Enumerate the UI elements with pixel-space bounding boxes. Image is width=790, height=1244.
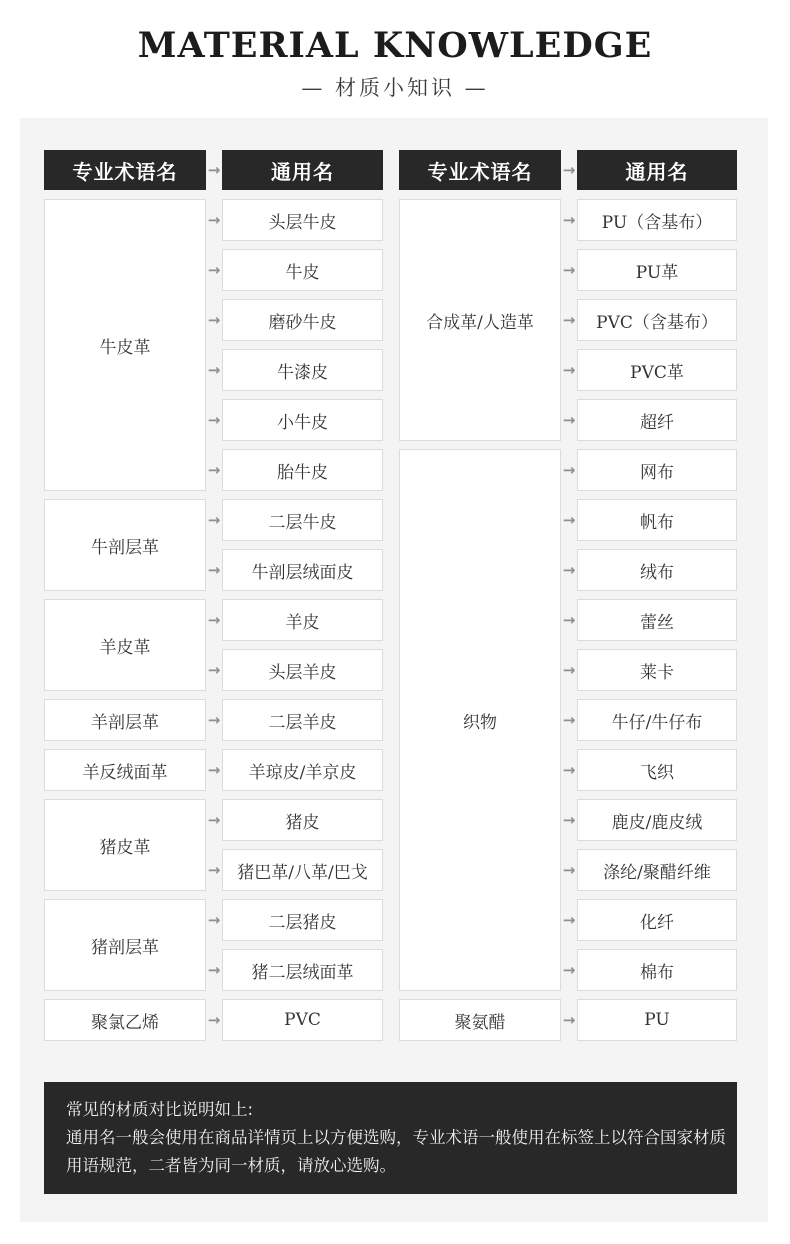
right-arrow-icon: → (562, 210, 576, 229)
common-name-cell: PU (577, 999, 737, 1041)
term-cell: 织物 (399, 449, 561, 991)
right-arrow-icon: → (562, 710, 576, 729)
common-name-cell: 头层羊皮 (222, 649, 383, 691)
mapping-row (206, 499, 383, 541)
right-arrow-icon: → (207, 210, 221, 229)
right-arrow-icon: → (207, 310, 221, 329)
common-name-cell: PVC (222, 999, 383, 1041)
mapping-row (206, 849, 383, 891)
header-row (399, 150, 737, 190)
mapping-table-2 (399, 150, 737, 1049)
mapping-row (206, 899, 383, 941)
term-group (44, 199, 383, 499)
mapping-row (206, 699, 383, 741)
common-name-cell: 牛漆皮 (222, 349, 383, 391)
mapping-row (561, 699, 737, 741)
right-arrow-icon: → (207, 560, 221, 579)
mapping-row (561, 799, 737, 841)
mapping-row (206, 399, 383, 441)
page-subtitle: — 材质小知识 — (301, 76, 489, 100)
common-name-cell: 羊琼皮/羊京皮 (222, 749, 383, 791)
common-name-cell: 网布 (577, 449, 737, 491)
right-arrow-icon: → (562, 510, 576, 529)
common-items (206, 749, 383, 799)
mapping-row (561, 249, 737, 291)
common-name-cell: 蕾丝 (577, 599, 737, 641)
right-arrow-icon: → (207, 760, 221, 779)
common-items (206, 699, 383, 749)
term-cell: 猪剖层革 (44, 899, 206, 991)
right-arrow-icon: → (562, 560, 576, 579)
title-block (0, 0, 790, 102)
mapping-row (561, 549, 737, 591)
mapping-row (561, 199, 737, 241)
common-name-cell: 羊皮 (222, 599, 383, 641)
note-box (44, 1082, 737, 1194)
right-arrow-icon: → (207, 610, 221, 629)
common-column-header: 通用名 (222, 150, 383, 190)
right-arrow-icon: → (207, 160, 221, 179)
common-name-cell: 化纤 (577, 899, 737, 941)
common-name-cell: 莱卡 (577, 649, 737, 691)
term-cell: 聚氯乙烯 (44, 999, 206, 1041)
common-items (206, 599, 383, 699)
term-group (44, 699, 383, 749)
right-arrow-icon: → (207, 410, 221, 429)
note-line-3: 用语规范，二者皆为同一材质，请放心选购。 (66, 1156, 396, 1175)
mapping-row (206, 299, 383, 341)
common-items (561, 999, 737, 1049)
right-arrow-icon: → (562, 810, 576, 829)
common-name-cell: 棉布 (577, 949, 737, 991)
right-arrow-icon: → (207, 710, 221, 729)
term-group (44, 599, 383, 699)
common-name-cell: 猪巴革/八革/巴戈 (222, 849, 383, 891)
common-name-cell: 鹿皮/鹿皮绒 (577, 799, 737, 841)
note-line-2: 通用名一般会使用在商品详情页上以方便选购，专业术语一般使用在标签上以符合国家材质 (66, 1128, 726, 1147)
mapping-tables-container (44, 150, 737, 1049)
mapping-row (206, 249, 383, 291)
term-column-header: 专业术语名 (399, 150, 561, 190)
mapping-row (561, 449, 737, 491)
common-items (206, 799, 383, 899)
term-cell: 羊剖层革 (44, 699, 206, 741)
common-name-cell: 猪二层绒面革 (222, 949, 383, 991)
common-items (206, 499, 383, 599)
right-arrow-icon: → (562, 310, 576, 329)
common-name-cell: 头层牛皮 (222, 199, 383, 241)
common-name-cell: 二层牛皮 (222, 499, 383, 541)
mapping-row (206, 199, 383, 241)
mapping-row (561, 299, 737, 341)
right-arrow-icon: → (562, 610, 576, 629)
mapping-row (561, 899, 737, 941)
term-cell: 牛皮革 (44, 199, 206, 491)
right-arrow-icon: → (207, 460, 221, 479)
mapping-row (561, 499, 737, 541)
common-column-header: 通用名 (577, 150, 737, 190)
right-arrow-icon: → (562, 1010, 576, 1029)
mapping-row (561, 999, 737, 1041)
term-group (399, 999, 737, 1049)
mapping-row (561, 599, 737, 641)
term-group (44, 899, 383, 999)
mapping-row (206, 799, 383, 841)
common-name-cell: 涤纶/聚醋纤维 (577, 849, 737, 891)
common-name-cell: 飞织 (577, 749, 737, 791)
term-cell: 牛剖层革 (44, 499, 206, 591)
right-arrow-icon: → (207, 910, 221, 929)
term-group (399, 199, 737, 449)
right-arrow-icon: → (562, 160, 576, 179)
common-items (561, 199, 737, 449)
common-name-cell: 胎牛皮 (222, 449, 383, 491)
mapping-row (206, 599, 383, 641)
common-name-cell: 磨砂牛皮 (222, 299, 383, 341)
mapping-row (561, 849, 737, 891)
mapping-row (206, 949, 383, 991)
common-name-cell: 牛皮 (222, 249, 383, 291)
right-arrow-icon: → (562, 860, 576, 879)
term-group (399, 449, 737, 999)
page-title: MATERIAL KNOWLEDGE (137, 25, 653, 66)
mapping-row (561, 349, 737, 391)
term-group (44, 499, 383, 599)
common-name-cell: PU革 (577, 249, 737, 291)
right-arrow-icon: → (207, 1010, 221, 1029)
right-arrow-icon: → (207, 860, 221, 879)
common-name-cell: PVC革 (577, 349, 737, 391)
common-name-cell: 牛剖层绒面皮 (222, 549, 383, 591)
common-items (206, 199, 383, 499)
term-group (44, 999, 383, 1049)
mapping-row (206, 649, 383, 691)
term-group (44, 749, 383, 799)
common-items (561, 449, 737, 999)
term-cell: 聚氨醋 (399, 999, 561, 1041)
right-arrow-icon: → (207, 960, 221, 979)
term-cell: 猪皮革 (44, 799, 206, 891)
mapping-row (561, 399, 737, 441)
mapping-row (561, 749, 737, 791)
right-arrow-icon: → (562, 960, 576, 979)
common-items (206, 999, 383, 1049)
note-line-1: 常见的材质对比说明如上: (66, 1100, 254, 1119)
mapping-row (206, 549, 383, 591)
right-arrow-icon: → (562, 360, 576, 379)
right-arrow-icon: → (562, 460, 576, 479)
right-arrow-icon: → (562, 260, 576, 279)
right-arrow-icon: → (207, 360, 221, 379)
mapping-row (206, 999, 383, 1041)
header-row (44, 150, 383, 190)
right-arrow-icon: → (562, 410, 576, 429)
term-cell: 羊皮革 (44, 599, 206, 691)
mapping-row (206, 349, 383, 391)
common-name-cell: 帆布 (577, 499, 737, 541)
mapping-table-1 (44, 150, 383, 1049)
common-name-cell: 二层羊皮 (222, 699, 383, 741)
material-comparison-panel (20, 118, 768, 1222)
common-name-cell: 绒布 (577, 549, 737, 591)
term-group (44, 799, 383, 899)
common-name-cell: 牛仔/牛仔布 (577, 699, 737, 741)
common-name-cell: 猪皮 (222, 799, 383, 841)
mapping-row (206, 449, 383, 491)
right-arrow-icon: → (207, 660, 221, 679)
right-arrow-icon: → (562, 760, 576, 779)
term-cell: 合成革/人造革 (399, 199, 561, 441)
common-name-cell: PVC（含基布） (577, 299, 737, 341)
mapping-row (561, 949, 737, 991)
common-name-cell: 小牛皮 (222, 399, 383, 441)
mapping-row (561, 649, 737, 691)
term-column-header: 专业术语名 (44, 150, 206, 190)
right-arrow-icon: → (562, 660, 576, 679)
common-name-cell: 二层猪皮 (222, 899, 383, 941)
common-name-cell: PU（含基布） (577, 199, 737, 241)
term-cell: 羊反绒面革 (44, 749, 206, 791)
right-arrow-icon: → (207, 810, 221, 829)
common-items (206, 899, 383, 999)
common-name-cell: 超纤 (577, 399, 737, 441)
mapping-row (206, 749, 383, 791)
right-arrow-icon: → (562, 910, 576, 929)
right-arrow-icon: → (207, 510, 221, 529)
right-arrow-icon: → (207, 260, 221, 279)
